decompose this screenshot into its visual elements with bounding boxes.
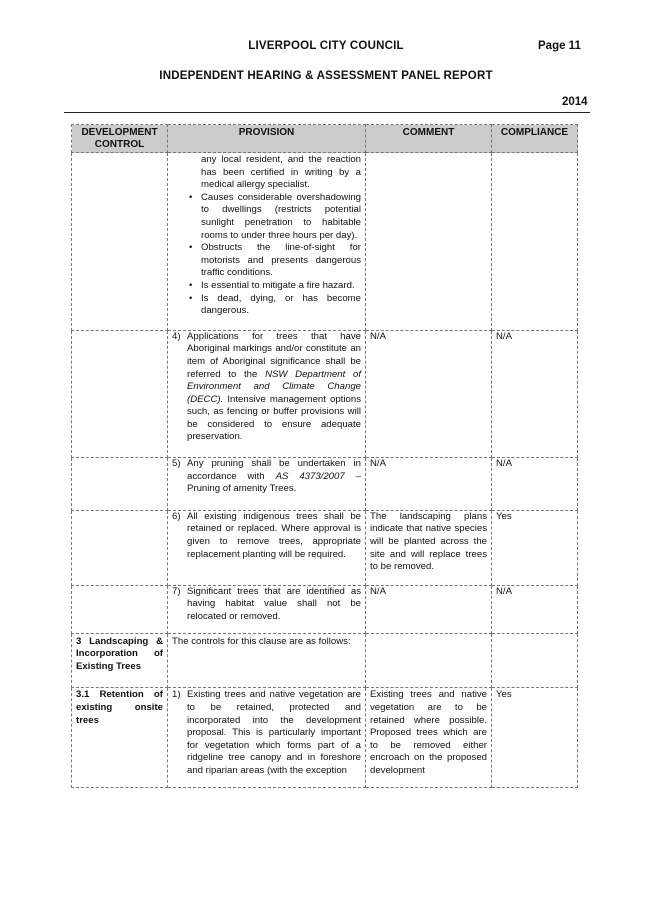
table-row <box>72 688 578 788</box>
italic-reference: AS 4373/2007 <box>275 470 345 482</box>
header-divider <box>64 112 590 113</box>
italic-reference: NSW Department of Environment and Climate Change (DECC). <box>187 368 361 405</box>
control-cell <box>72 585 168 633</box>
provision-cell <box>168 458 366 511</box>
control-cell <box>72 153 168 331</box>
comment-cell: Existing trees and native vegetation are to be retained where possible. Proposed trees which are to be removed either encroach on the proposed development <box>366 688 492 788</box>
provision-text: Existing trees and native vegetation are to be retained, protected and incorporated into the development proposal. This is particularly important for vegetation which forms part of a ridgeline tree canopy and in foreshore and riparian areas (with the exception <box>187 689 361 776</box>
provision-cell <box>168 330 366 457</box>
table-row <box>72 585 578 633</box>
table-header-row <box>72 125 578 153</box>
control-cell <box>72 510 168 585</box>
item-number: 5) <box>172 458 181 470</box>
report-year: 2014 <box>562 96 588 108</box>
development-control-table <box>71 124 578 788</box>
compliance-cell: Yes <box>492 688 578 788</box>
compliance-cell <box>492 633 578 688</box>
header-compliance: COMPLIANCE <box>492 125 578 153</box>
comment-cell: The landscaping plans indicate that native species will be planted across the site and will replace trees to be removed. <box>366 510 492 585</box>
control-cell: 3.1 Retention of existing onsite trees <box>72 688 168 788</box>
header-provision: PROVISION <box>168 125 366 153</box>
bullet-list <box>172 192 361 318</box>
provision-text: Applications for trees that have Aboriginal markings and/or constitute an item of Aboriginal significance shall be referred to the NSW Department of Environment and Climate Change (DECC). Intensive management options such, as fencing or buffer provisions will be considered to ensure adequate preservation. <box>187 330 361 443</box>
header-comment: COMMENT <box>366 125 492 153</box>
provision-text: Significant trees that are identified as having habitat value shall not be relocated or removed. <box>187 585 361 622</box>
table-row <box>72 510 578 585</box>
provision-text: Any pruning shall be undertaken in accordance with AS 4373/2007 – Pruning of amenity Trees. <box>187 458 361 495</box>
table-row <box>72 633 578 688</box>
comment-cell: N/A <box>366 585 492 633</box>
comment-cell: N/A <box>366 458 492 511</box>
comment-cell <box>366 633 492 688</box>
comment-cell <box>366 153 492 331</box>
provision-cell <box>168 688 366 788</box>
provision-text: All existing indigenous trees shall be retained or replaced. Where approval is given to remove trees, appropriate replacement planting will be required. <box>187 510 361 560</box>
list-item: • Obstructs the line-of-sight for motorists and presents dangerous traffic conditions. <box>201 242 361 280</box>
header-development-control: DEVELOPMENT CONTROL <box>72 125 168 153</box>
report-title: INDEPENDENT HEARING & ASSESSMENT PANEL REPORT <box>159 70 493 82</box>
item-number: 1) <box>172 689 181 701</box>
provision-cell: The controls for this clause are as follows: <box>168 633 366 688</box>
compliance-cell <box>492 153 578 331</box>
comment-cell: N/A <box>366 330 492 457</box>
compliance-cell: N/A <box>492 585 578 633</box>
list-item: • Is essential to mitigate a fire hazard. <box>201 280 361 293</box>
compliance-cell: N/A <box>492 458 578 511</box>
list-item: • Is dead, dying, or has become dangerous. <box>201 293 361 318</box>
list-item: • Causes considerable overshadowing to dwellings (restricts potential sunlight penetration to habitable rooms to under three hours per day). <box>201 192 361 242</box>
compliance-cell: N/A <box>492 330 578 457</box>
item-number: 7) <box>172 585 181 597</box>
provision-cell <box>168 510 366 585</box>
continued-text: any local resident, and the reaction has been certified in writing by a medical allergy specialist. <box>201 154 361 191</box>
control-cell <box>72 458 168 511</box>
compliance-cell: Yes <box>492 510 578 585</box>
control-cell: 3 Landscaping & Incorporation of Existing Trees <box>72 633 168 688</box>
item-number: 6) <box>172 510 181 522</box>
page-number: Page 11 <box>538 40 581 52</box>
control-cell <box>72 330 168 457</box>
provision-cell <box>168 585 366 633</box>
provision-cell <box>168 153 366 331</box>
item-number: 4) <box>172 330 181 342</box>
table-row <box>72 153 578 331</box>
council-name: LIVERPOOL CITY COUNCIL <box>248 40 404 52</box>
table-row <box>72 330 578 457</box>
table-row <box>72 458 578 511</box>
